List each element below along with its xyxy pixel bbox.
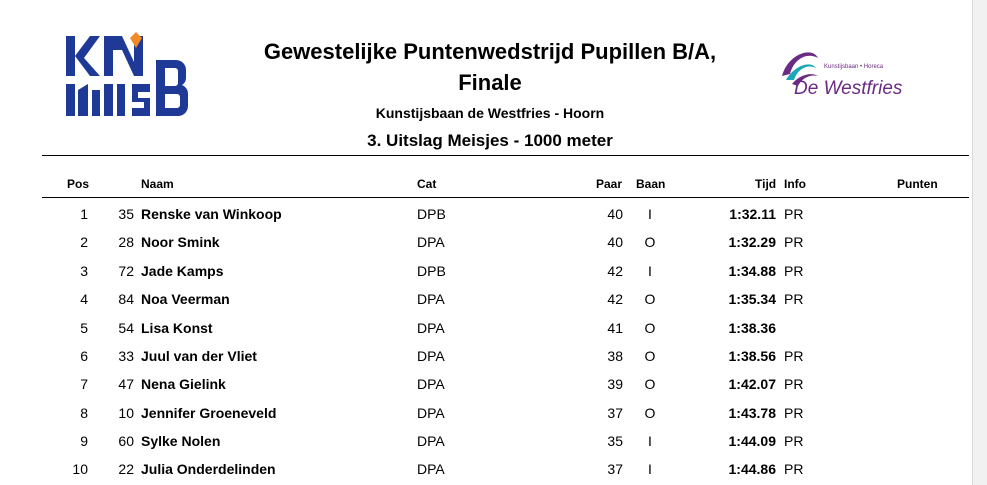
paar-cell: 42	[607, 263, 623, 279]
result-row	[0, 228, 987, 256]
pos-cell: 5	[80, 320, 88, 336]
baan-cell: O	[644, 234, 656, 250]
name-cell: Sylke Nolen	[141, 433, 221, 449]
paar-cell: 42	[607, 291, 623, 307]
info-cell: PR	[784, 234, 804, 250]
venue-subtitle: Kunstijsbaan de Westfries - Hoorn	[375, 105, 605, 121]
tijd-cell: 1:43.78	[728, 405, 776, 421]
pos-cell: 8	[80, 405, 88, 421]
start-number-cell: 35	[118, 206, 134, 222]
pos-cell: 9	[80, 433, 88, 449]
name-cell: Nena Gielink	[141, 376, 226, 392]
start-number-cell: 84	[118, 291, 134, 307]
info-cell: PR	[784, 263, 804, 279]
page-title-line1: Gewestelijke Puntenwedstrijd Pupillen B/A,	[263, 39, 717, 64]
header-divider	[42, 197, 969, 198]
result-row	[0, 314, 987, 342]
result-row	[0, 200, 987, 228]
name-cell: Julia Onderdelinden	[141, 461, 276, 477]
cat-cell: DPB	[417, 263, 446, 279]
result-row	[0, 370, 987, 398]
pos-cell: 2	[80, 234, 88, 250]
pos-cell: 7	[80, 376, 88, 392]
baan-cell: O	[644, 291, 656, 307]
page-title-line2: Finale	[458, 70, 522, 95]
info-cell: PR	[784, 206, 804, 222]
start-number-cell: 10	[118, 405, 134, 421]
name-cell: Noor Smink	[141, 234, 220, 250]
cat-cell: DPA	[417, 320, 445, 336]
info-cell: PR	[784, 461, 804, 477]
column-header-baan: Baan	[636, 177, 666, 191]
tijd-cell: 1:38.36	[728, 320, 776, 336]
westfries-logo	[778, 40, 908, 102]
paar-cell: 39	[607, 376, 623, 392]
start-number-cell: 28	[118, 234, 134, 250]
cat-cell: DPB	[417, 206, 446, 222]
paar-cell: 37	[607, 461, 623, 477]
baan-cell: O	[644, 376, 656, 392]
baan-cell: I	[648, 461, 652, 477]
paar-cell: 41	[607, 320, 623, 336]
start-number-cell: 72	[118, 263, 134, 279]
name-cell: Lisa Konst	[141, 320, 213, 336]
paar-cell: 40	[607, 234, 623, 250]
start-number-cell: 33	[118, 348, 134, 364]
cat-cell: DPA	[417, 433, 445, 449]
cat-cell: DPA	[417, 348, 445, 364]
result-row	[0, 399, 987, 427]
result-row	[0, 427, 987, 455]
paar-cell: 38	[607, 348, 623, 364]
paar-cell: 37	[607, 405, 623, 421]
result-row	[0, 342, 987, 370]
column-header-cat: Cat	[417, 177, 437, 191]
info-cell: PR	[784, 433, 804, 449]
column-header-tijd: Tijd	[755, 177, 777, 191]
tijd-cell: 1:44.86	[728, 461, 776, 477]
column-header-info: Info	[784, 177, 806, 191]
cat-cell: DPA	[417, 405, 445, 421]
column-header-paar: Paar	[596, 177, 623, 191]
westfries-small-text: Kunstijsbaan • Horeca	[824, 64, 884, 70]
pos-cell: 10	[72, 461, 88, 477]
start-number-cell: 22	[118, 461, 134, 477]
start-number-cell: 54	[118, 320, 134, 336]
column-header-naam: Naam	[141, 177, 174, 191]
pos-cell: 3	[80, 263, 88, 279]
tijd-cell: 1:32.29	[728, 234, 776, 250]
baan-cell: O	[644, 348, 656, 364]
baan-cell: I	[648, 206, 652, 222]
name-cell: Noa Veerman	[141, 291, 230, 307]
paar-cell: 35	[607, 433, 623, 449]
event-title: 3. Uitslag Meisjes - 1000 meter	[367, 131, 613, 150]
start-number-cell: 47	[118, 376, 134, 392]
result-row	[0, 257, 987, 285]
tijd-cell: 1:35.34	[728, 291, 776, 307]
name-cell: Jennifer Groeneveld	[141, 405, 277, 421]
baan-cell: I	[648, 433, 652, 449]
result-row	[0, 285, 987, 313]
name-cell: Jade Kamps	[141, 263, 224, 279]
name-cell: Juul van der Vliet	[141, 348, 257, 364]
info-cell: PR	[784, 376, 804, 392]
pos-cell: 6	[80, 348, 88, 364]
column-header-punten: Punten	[897, 177, 938, 191]
tijd-cell: 1:34.88	[728, 263, 776, 279]
info-cell: PR	[784, 291, 804, 307]
baan-cell: O	[644, 320, 656, 336]
cat-cell: DPA	[417, 234, 445, 250]
westfries-name-text: De Westfries	[794, 78, 903, 99]
baan-cell: I	[648, 263, 652, 279]
column-header-pos: Pos	[67, 177, 90, 191]
pos-cell: 4	[80, 291, 88, 307]
tijd-cell: 1:38.56	[728, 348, 776, 364]
baan-cell: O	[644, 405, 656, 421]
tijd-cell: 1:44.09	[728, 433, 776, 449]
tijd-cell: 1:42.07	[728, 376, 776, 392]
info-cell: PR	[784, 348, 804, 364]
result-row	[0, 455, 987, 483]
pos-cell: 1	[80, 206, 88, 222]
paar-cell: 40	[607, 206, 623, 222]
info-cell: PR	[784, 405, 804, 421]
name-cell: Renske van Winkoop	[141, 206, 282, 222]
tijd-cell: 1:32.11	[729, 206, 776, 222]
cat-cell: DPA	[417, 291, 445, 307]
cat-cell: DPA	[417, 376, 445, 392]
cat-cell: DPA	[417, 461, 445, 477]
start-number-cell: 60	[118, 433, 134, 449]
knsb-logo	[62, 30, 194, 122]
top-divider	[42, 155, 969, 156]
